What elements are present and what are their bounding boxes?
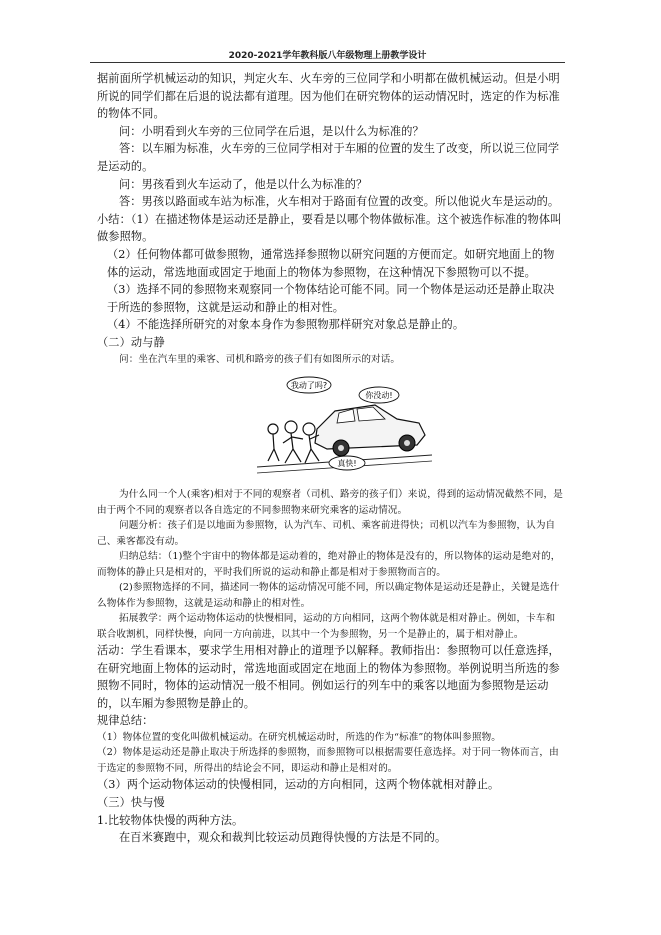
paragraph-intro: 据前面所学机械运动的知识，判定火车、火车旁的三位同学和小明都在做机械运动。但是小明所说的同学们都在后退的说法都有道理。因为他们在研究物体的运动情况时，选定的作为标准的物体不同。 <box>97 72 560 121</box>
bubble-passenger: 我动了吗? <box>290 381 328 390</box>
answer-1: 答：以车厢为标准，火车旁的三位同学相对于车厢的位置的发生了改变，所以说三位同学是运动的。 <box>97 142 560 173</box>
question-1: 问：小明看到火车旁的三位同学在后退，是以什么为标准的？ <box>119 124 424 138</box>
caption-explanation: 为什么同一个人(乘客)相对于不同的观察者（司机、路旁的孩子们）来说，得到的运动情况截然不同，是由于两个不同的观察者以各自选定的不同参照物来研究乘客的运动情况。 <box>97 489 563 516</box>
bubble-driver: 你没动! <box>365 391 393 400</box>
page-header: 2020-2021学年教科版八年级物理上册教学设计 <box>228 51 427 61</box>
car-children-illustration <box>257 369 432 481</box>
list-item-2: 在百米赛跑中，观众和裁判比较运动员跑得快慢的方法是不同的。 <box>119 831 447 845</box>
activity-paragraph: 活动：学生看课本，要求学生用相对静止的道理予以解释。教师指出：参照物可以任意选择，在研究地面上物体的运动时，常选地面或固定在地面上的物体为参照物。举例说明当所选的参照物不同时，物体的运动情况一般不相同。例如运行的列车中的乘客以地面为参照物是运动的，以车厢为参照物是静止的。 <box>97 644 560 710</box>
header-rule <box>90 62 565 63</box>
section-heading-2: （二）动与静 <box>97 335 165 349</box>
rule-2: （2）物体是运动还是静止取决于所选择的参照物，而参照物可以根据需要任意选择。对于同一物体而言，由于选定的参照物不同，所得出的结论会不同，即运动和静止是相对的。 <box>97 747 559 774</box>
rule-3: （3）两个运动物体运动的快慢相同，运动的方向相同，这两个物体就相对静止。 <box>97 778 500 792</box>
summary-1: 小结：（1）在描述物体是运动还是静止，要看是以哪个物体做标准。这个被选作标准的物体叫做参照物。 <box>97 212 562 244</box>
question-2: 问：男孩看到火车运动了，他是以什么为标准的？ <box>119 177 368 191</box>
summary-4: （4）不能选择所研究的对象本身作为参照物那样研究对象总是静止的。 <box>107 318 465 332</box>
question-3: 问：坐在汽车里的乘客、司机和路旁的孩子们有如图所示的对话。 <box>119 353 401 365</box>
car-scene-image <box>257 369 432 481</box>
conclusion-1: 归纳总结：（1)整个宇宙中的物体都是运动着的，绝对静止的物体是没有的，所以物体的运动是绝对的，而物体的静止只是相对的，平时我们所说的运动和静止都是相对于参照物而言的。 <box>97 551 561 578</box>
list-item-1: 1.比较物体快慢的两种方法。 <box>97 813 244 827</box>
bubble-children: 真快! <box>337 459 357 468</box>
document-body <box>97 70 564 847</box>
rule-summary-heading: 规律总结： <box>97 714 154 728</box>
conclusion-2: (2)参照物选择的不同，描述同一物体的运动情况可能不同，所以确定物体是运动还是静止，关键是选什么物体作为参照物，这就是运动和静止的相对性。 <box>97 582 560 609</box>
extension-teaching: 拓展教学：两个运动物体运动的快慢相同，运动的方向相同，这两个物体就是相对静止。例如，卡车和联合收割机，同样快慢，向同一方向前进，以其中一个为参照物，另一个是静止的，属于相对静止。 <box>97 613 556 640</box>
problem-analysis: 问题分析：孩子们是以地面为参照物，认为汽车、司机、乘客前进得快；司机以汽车为参照物，认为自己、乘客都没有动。 <box>97 520 556 547</box>
section-heading-3: （三）快与慢 <box>97 796 165 810</box>
answer-2: 答：男孩以路面或车站为标准，火车相对于路面有位置的改变。所以他说火车是运动的。 <box>119 195 560 209</box>
rule-1: （1）物体位置的变化叫做机械运动。在研究机械运动时，所选的作为“标准”的物体叫参照物。 <box>97 731 501 743</box>
summary-3: （3）选择不同的参照物来观察同一个物体结论可能不同。同一个物体是运动还是静止取决于所选的参照物，这就是运动和静止的相对性。 <box>107 283 555 314</box>
summary-2: （2）任何物体都可做参照物，通常选择参照物以研究问题的方便而定。如研究地面上的物体的运动，常选地面或固定于地面上的物体为参照物，在这种情况下参照物可以不提。 <box>107 247 555 279</box>
